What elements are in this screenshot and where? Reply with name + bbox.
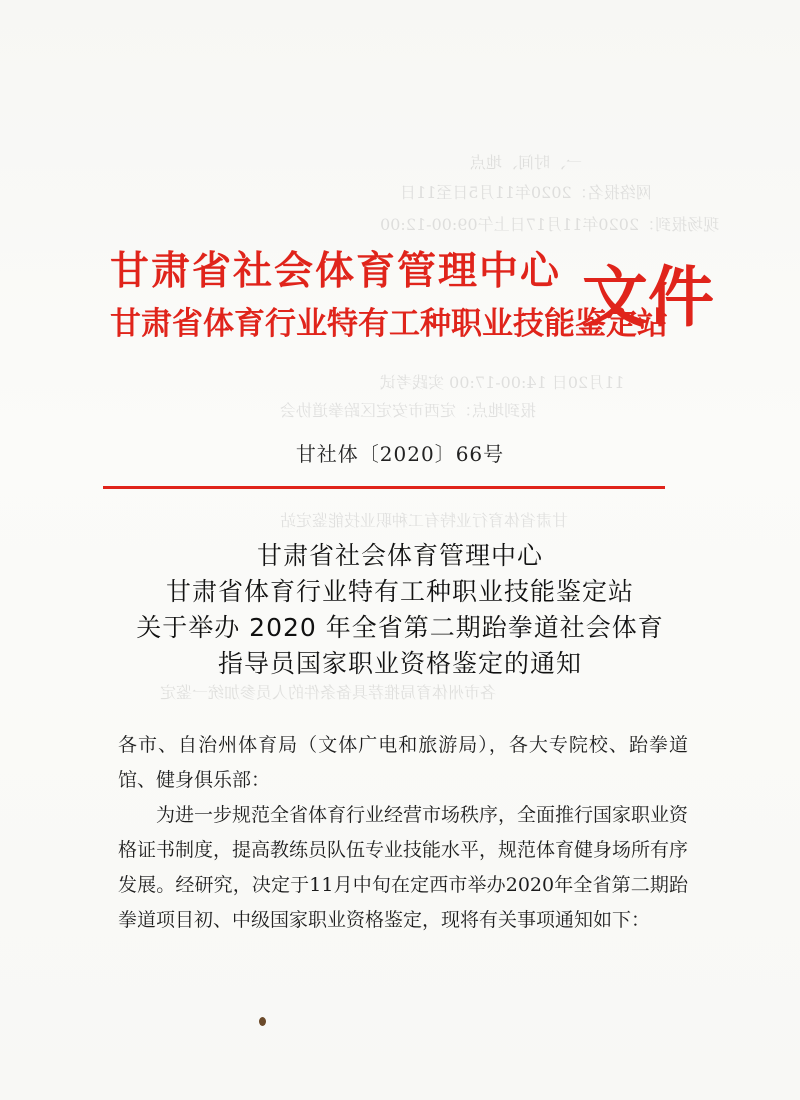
title-line-2: 甘肃省体育行业特有工种职业技能鉴定站 bbox=[165, 577, 634, 606]
bleed-through-text: 报到地点：定西市安定区跆拳道协会 bbox=[280, 401, 537, 420]
document-masthead bbox=[110, 238, 714, 368]
bleed-through-text: 网络报名：2020年11月5日至11日 bbox=[400, 183, 652, 202]
title-line-3: 关于举办 2020 年全省第二期跆拳道社会体育 bbox=[136, 613, 664, 642]
bleed-through-text: 甘肃省体育行业特有工种职业技能鉴定站 bbox=[280, 511, 569, 530]
salutation: 各市、自治州体育局（文体广电和旅游局），各大专院校、跆拳道馆、健身俱乐部： bbox=[118, 734, 688, 791]
notice-body bbox=[118, 728, 688, 938]
notice-title bbox=[0, 538, 800, 682]
issuer-name-1: 甘肃省社会体育管理中心 bbox=[110, 248, 562, 294]
bleed-through-text: 11月20日 14:00-17:00 实践考试 bbox=[380, 373, 625, 392]
red-divider-line bbox=[103, 486, 665, 489]
ink-spot bbox=[259, 1017, 266, 1026]
title-line-1: 甘肃省社会体育管理中心 bbox=[256, 541, 543, 570]
bleed-through-text: 现场报到：2020年11月17日上午09:00-12:00 bbox=[380, 215, 720, 234]
issuer-name-2: 甘肃省体育行业特有工种职业技能鉴定站 bbox=[110, 306, 668, 342]
body-paragraph: 为进一步规范全省体育行业经营市场秩序，全面推行国家职业资格证书制度，提高教练员队伍专业技能水平，规范体育健身场所有序发展。经研究，决定于11月中旬在定西市举办2020年全省第二期跆拳道项目初、中级国家职业资格鉴定，现将有关事项通知如下： bbox=[118, 804, 689, 931]
document-label: 文件 bbox=[582, 258, 714, 336]
bleed-through-text: 一、时间、地点 bbox=[470, 153, 583, 172]
document-number: 甘社体〔2020〕66号 bbox=[295, 442, 505, 466]
bleed-through-text: 各市州体育局推荐具备条件的人员参加统一鉴定 bbox=[160, 683, 497, 702]
title-line-4: 指导员国家职业资格鉴定的通知 bbox=[217, 649, 582, 678]
